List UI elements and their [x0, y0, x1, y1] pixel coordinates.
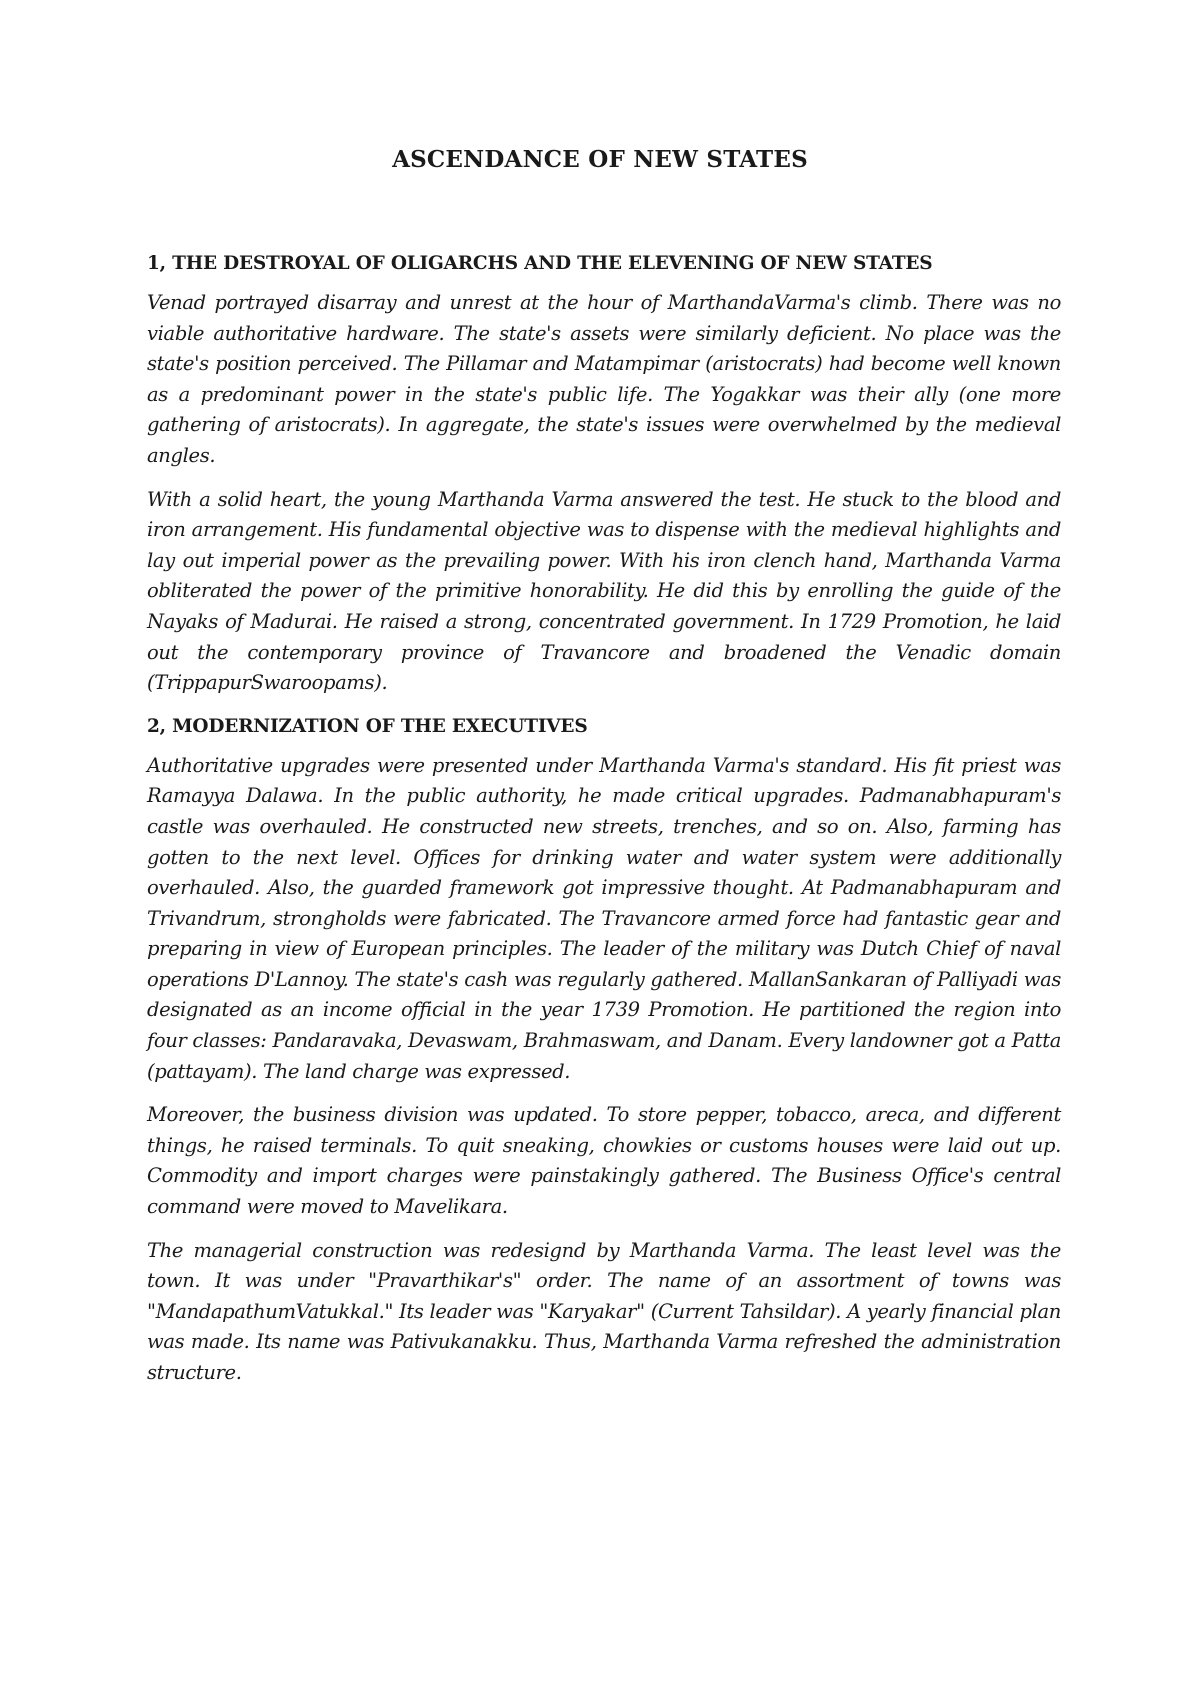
page-title: ASCENDANCE OF NEW STATES	[392, 146, 808, 173]
document-body	[147, 249, 1061, 1402]
section-heading: 1, THE DESTROYAL OF OLIGARCHS AND THE ELEVENING OF NEW STATES	[147, 253, 933, 274]
section-oligarchs	[147, 249, 1061, 699]
section-heading: 2, MODERNIZATION OF THE EXECUTIVES	[147, 715, 588, 737]
paragraph: The managerial construction was redesignd by Marthanda Varma. The least level was the town. It was under "Pravarthikar's" order. The name of an assortment of towns was "MandapathumVatukkal." Its leader was "Karyakar" (Current Tahsildar). A yearly financial plan was made. Its name was Pativukanakku. Thus, Marthanda Varma refreshed the administration structure.	[147, 1238, 1061, 1384]
paragraph: Moreover, the business division was updated. To store pepper, tobacco, areca, and different things, he raised terminals. To quit sneaking, chowkies or customs houses were laid out up. Commodity and import charges were painstakingly gathered. The Business Office's central command were moved to Mavelikara.	[147, 1103, 1061, 1219]
section-modernization	[147, 712, 1061, 1389]
paragraph: With a solid heart, the young Marthanda Varma answered the test. He stuck to the blood and iron arrangement. His fundamental objective was to dispense with the medieval highlights and lay out imperial power as the prevailing power. With his iron clench hand, Marthanda Varma obliterated the power of the primitive honorability. He did this by enrolling the guide of the Nayaks of Madurai. He raised a strong, concentrated government. In 1729 Promotion, he laid out the contemporary province of Travancore and broadened the Venadic domain (TrippapurSwaroopams).	[147, 487, 1061, 695]
paragraph: Venad portrayed disarray and unrest at the hour of MarthandaVarma's climb. There was no viable authoritative hardware. The state's assets were similarly deficient. No place was the state's position perceived. The Pillamar and Matampimar (aristocrats) had become well known as a predominant power in the state's public life. The Yogakkar was their ally (one more gathering of aristocrats). In aggregate, the state's issues were overwhelmed by the medieval angles.	[147, 291, 1061, 467]
paragraph: Authoritative upgrades were presented under Marthanda Varma's standard. His fit priest was Ramayya Dalawa. In the public authority, he made critical upgrades. Padmanabhapuram's castle was overhauled. He constructed new streets, trenches, and so on. Also, farming has gotten to the next level. Offices for drinking water and water system were additionally overhauled. Also, the guarded framework got impressive thought. At Padmanabhapuram and Trivandrum, strongholds were fabricated. The Travancore armed force had fantastic gear and preparing in view of European principles. The leader of the military was Dutch Chief of naval operations D'Lannoy. The state's cash was regularly gathered. MallanSankaran of Palliyadi was designated as an income official in the year 1739 Promotion. He partitioned the region into four classes: Pandaravaka, Devaswam, Brahmaswam, and Danam. Every landowner got a Patta (pattayam). The land charge was expressed.	[147, 753, 1061, 1083]
